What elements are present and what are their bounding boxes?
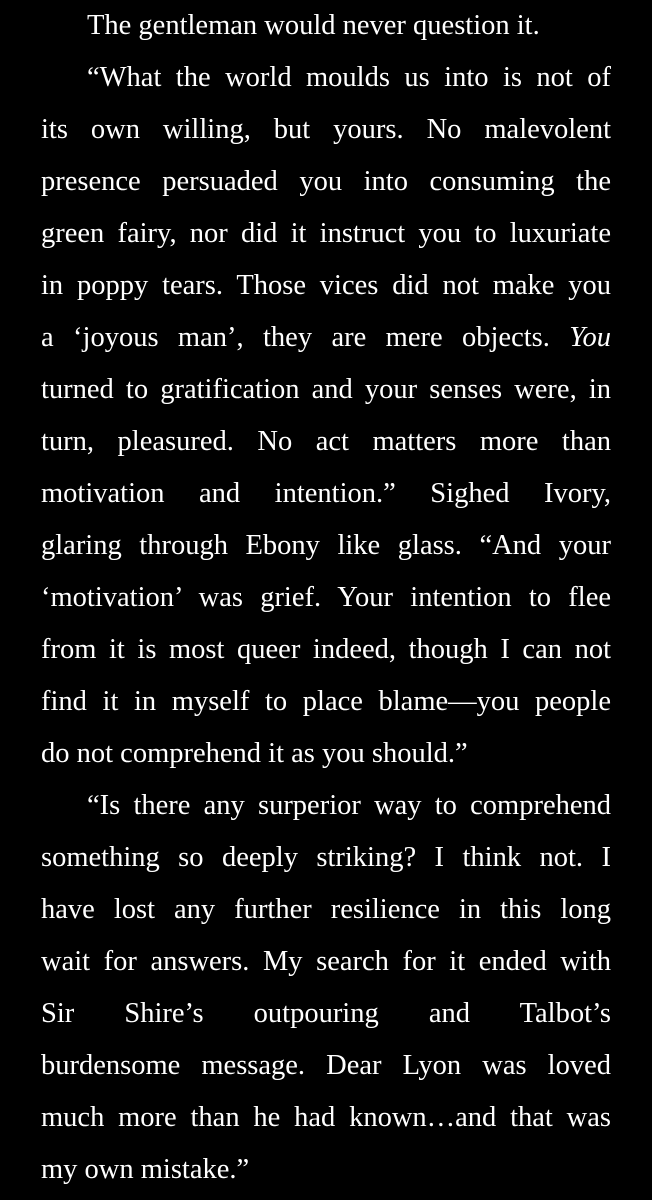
text-line: turned to gratification and your senses were, in [41,374,611,405]
text-line: in poppy tears. Those vices did not make you [41,270,611,301]
text-line-with-italic [41,312,611,364]
italic-word: You [569,322,611,353]
text-line: have lost any further resilience in this long [41,894,611,925]
text-line: find it in myself to place blame—you people [41,686,611,717]
text-line: The gentleman would never question it. [87,10,540,41]
text-line: something so deeply striking? I think not. I [41,842,611,873]
text-line: burdensome message. Dear Lyon was loved [41,1050,611,1081]
text-line: my own mistake.” [41,1154,250,1185]
text-line: ‘motivation’ was grief. Your intention to flee [41,582,611,613]
paragraph-1 [41,0,611,52]
text-line: do not comprehend it as you should.” [41,738,468,769]
text-line: glaring through Ebony like glass. “And your [41,530,611,561]
text-line: “Is there any surperior way to comprehend [87,790,611,821]
text-line: from it is most queer indeed, though I can not [41,634,611,665]
text-line: green fairy, nor did it instruct you to luxuriate [41,218,611,249]
text-page [41,0,611,1196]
text-line: “What the world moulds us into is not of [87,62,611,93]
text-line: motivation and intention.” Sighed Ivory, [41,478,611,509]
text-line: much more than he had known…and that was [41,1102,611,1133]
text-line: turn, pleasured. No act matters more than [41,426,611,457]
paragraph-2 [41,52,611,780]
text-line: its own willing, but yours. No malevolent [41,114,611,145]
text-line: presence persuaded you into consuming the [41,166,611,197]
text-segment: a ‘joyous man’, they are mere objects. [41,322,550,353]
paragraph-3 [41,780,611,1196]
text-line: Sir Shire’s outpouring and Talbot’s [41,998,611,1029]
text-line: wait for answers. My search for it ended with [41,946,611,977]
